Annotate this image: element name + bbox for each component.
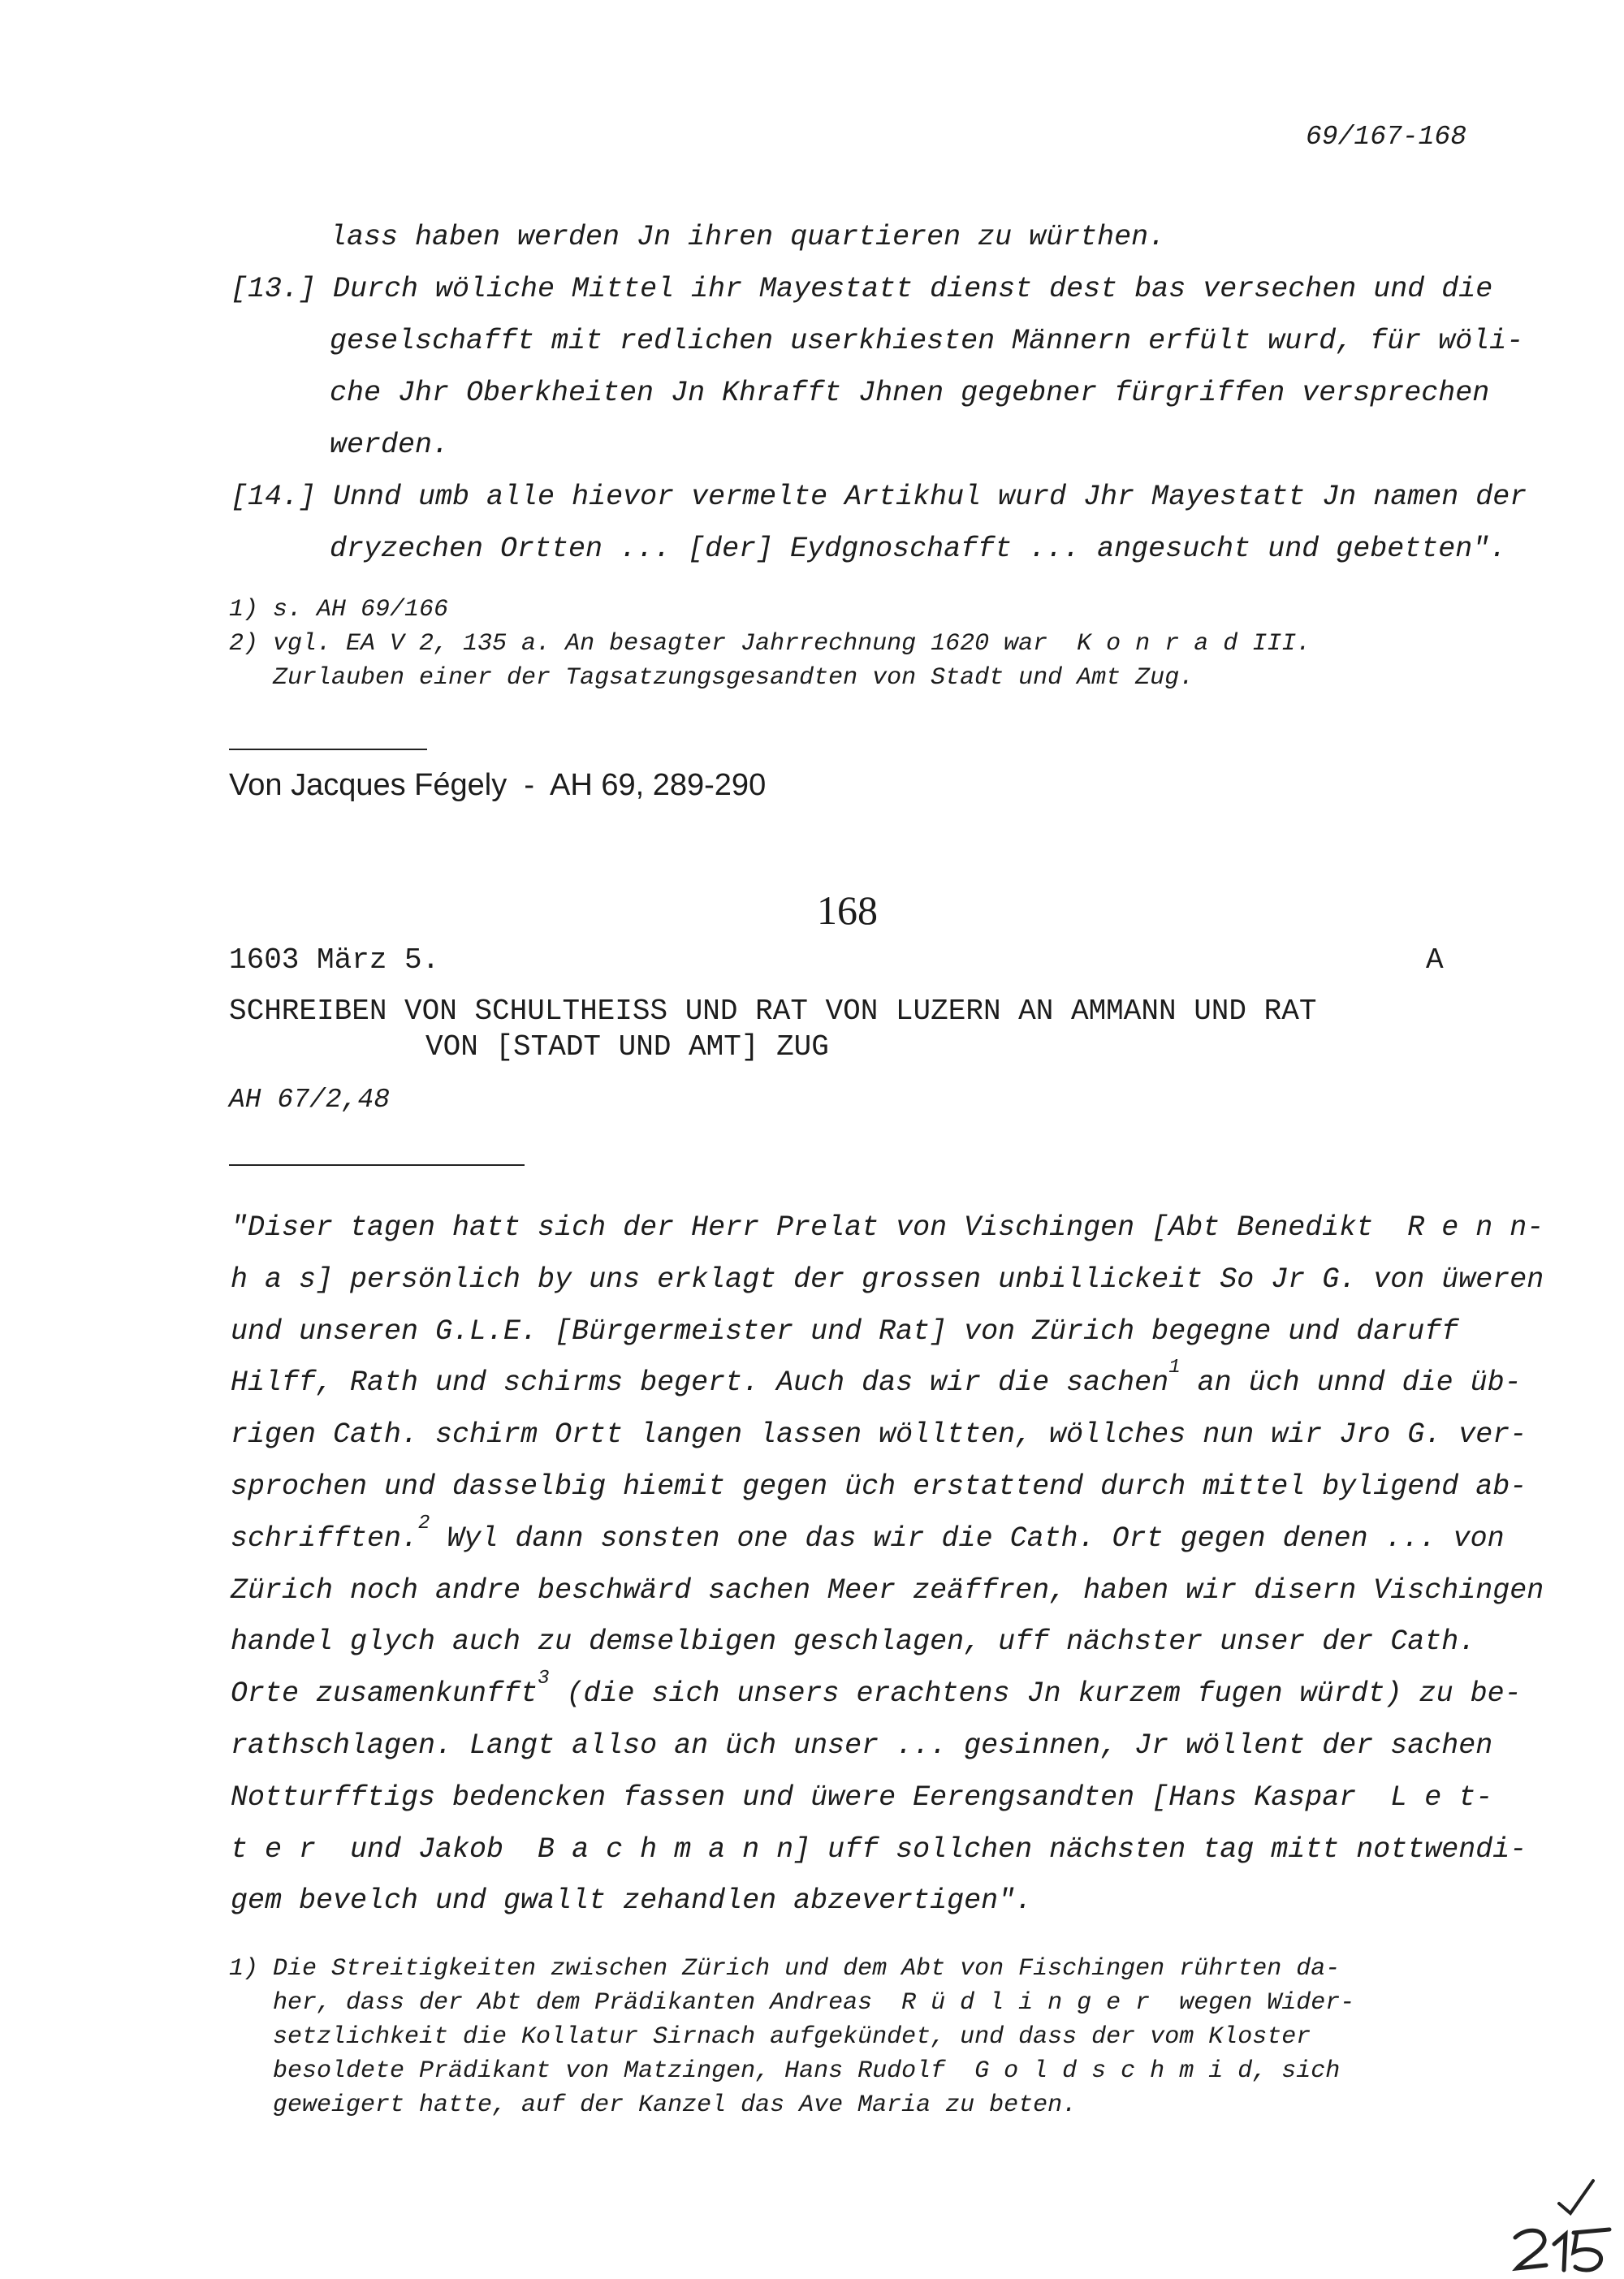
previous-text-line: che Jhr Oberkheiten Jn Khrafft Jhnen gegebner fürgriffen versprechen — [330, 377, 1490, 409]
body-text-line — [231, 1357, 1522, 1409]
handwritten-check-icon — [1543, 2176, 1600, 2216]
document-letter: A — [1426, 943, 1444, 977]
body-text-segment: Orte zusamenkunfft — [231, 1677, 538, 1711]
footnote-marker: 1 — [1168, 1357, 1181, 1379]
footnote-marker: 2 — [418, 1512, 430, 1534]
document-number: 168 — [817, 887, 878, 933]
document-footnote-line: geweigert hatte, auf der Kanzel das Ave Maria zu beten. — [229, 2091, 1078, 2119]
body-text-segment: gem bevelch und gwallt zehandlen abzevertigen". — [231, 1884, 1033, 1918]
page-reference: 69/167-168 — [1306, 122, 1467, 152]
previous-footnote-1: 1) s. AH 69/166 — [229, 596, 449, 624]
body-text-segment: rathschlagen. Langt allso an üch unser ... gesinnen, Jr wöllent der sachen — [231, 1729, 1493, 1762]
previous-text-line: [13.] Durch wöliche Mittel ihr Mayestatt dienst dest bas versechen und die — [231, 273, 1493, 305]
body-text-line — [231, 1668, 1522, 1720]
body-text-segment: rigen Cath. schirm Ortt langen lassen wölltten, wöllches nun wir Jro G. ver- — [231, 1418, 1527, 1452]
separator-rule-1 — [229, 749, 427, 750]
previous-text-line: [14.] Unnd umb alle hievor vermelte Artikhul wurd Jhr Mayestatt Jn namen der — [231, 481, 1527, 513]
body-text-line — [231, 1513, 1505, 1565]
previous-text-line: dryzechen Ortten ... [der] Eydgnoschafft ... angesucht und gebetten". — [330, 533, 1507, 565]
body-text-segment: "Diser tagen hatt sich der Herr Prelat von Vischingen [Abt Benedikt R e n n- — [231, 1211, 1544, 1244]
previous-text-line: lass haben werden Jn ihren quartieren zu würthen. — [330, 221, 1166, 253]
document-heading-line-2: VON [STADT UND AMT] ZUG — [425, 1030, 829, 1064]
document-heading-line-1: SCHREIBEN VON SCHULTHEISS UND RAT VON LUZERN AN AMMANN UND RAT — [229, 995, 1317, 1028]
body-text-segment: schrifften. — [231, 1521, 419, 1555]
body-text-line — [231, 1565, 1544, 1616]
body-text-segment: und unseren G.L.E. [Bürgermeister und Rat] von Zürich begegne und daruff — [231, 1314, 1459, 1348]
separator-rule-2 — [229, 1164, 525, 1166]
archive-reference: AH 67/2,48 — [229, 1085, 391, 1115]
body-text-segment: t e r und Jakob B a c h m a n n] uff sollchen nächsten tag mitt nottwendi- — [231, 1832, 1527, 1866]
body-text-line — [231, 1202, 1544, 1254]
body-text-line — [231, 1254, 1544, 1306]
body-text-line — [231, 1461, 1527, 1513]
body-text-line — [231, 1306, 1458, 1357]
body-text-line — [231, 1875, 1032, 1927]
body-text-segment: (die sich unsers erachtens Jn kurzem fugen würdt) zu be- — [549, 1677, 1522, 1711]
body-text-line — [231, 1824, 1527, 1875]
body-text-segment: sprochen und dasselbig hiemit gegen üch erstattend durch mittel byligend ab- — [231, 1470, 1527, 1503]
body-text-segment: an üch unnd die üb- — [1180, 1366, 1522, 1400]
body-text-segment: Hilff, Rath und schirms begert. Auch das wir die sachen — [231, 1366, 1169, 1400]
previous-footnote-2: 2) vgl. EA V 2, 135 a. An besagter Jahrrechnung 1620 war K o n r a d III. — [229, 630, 1311, 658]
previous-text-line: werden. — [330, 429, 450, 461]
body-text-segment: handel glych auch zu demselbigen geschlagen, uff nächster unser der Cath. — [231, 1625, 1476, 1659]
body-text-line — [231, 1616, 1475, 1668]
provenance-note: Von Jacques Fégely - AH 69, 289-290 — [229, 768, 767, 802]
document-footnote-line: 1) Die Streitigkeiten zwischen Zürich und dem Abt von Fischingen rührten da- — [229, 1955, 1341, 1983]
body-text-line — [231, 1720, 1492, 1772]
document-date: 1603 März 5. — [229, 943, 440, 977]
document-footnote-line: setzlichkeit die Kollatur Sirnach aufgekündet, und dass der vom Kloster — [229, 2023, 1311, 2051]
body-text-segment: h a s] persönlich by uns erklagt der grossen unbillickeit So Jr G. von üweren — [231, 1263, 1544, 1296]
footnote-marker: 3 — [538, 1668, 550, 1690]
body-text-line — [231, 1772, 1492, 1824]
previous-text-line: geselschafft mit redlichen userkhiesten Männern erfült wurd, für wöli- — [330, 325, 1524, 357]
document-footnote-line: her, dass der Abt dem Prädikanten Andreas R ü d l i n g e r wegen Wider- — [229, 1989, 1355, 2017]
document-footnote-line: besoldete Prädikant von Matzingen, Hans Rudolf G o l d s c h m i d, sich — [229, 2057, 1341, 2085]
body-text-line — [231, 1409, 1527, 1461]
body-text-segment: Notturfftigs bedencken fassen und üwere Eerengsandten [Hans Kaspar L e t- — [231, 1780, 1493, 1814]
previous-footnote-3: Zurlauben einer der Tagsatzungsgesandten von Stadt und Amt Zug. — [229, 664, 1194, 692]
handwritten-page-number — [1509, 2220, 1622, 2277]
body-text-segment: Zürich noch andre beschwärd sachen Meer zeäffren, haben wir disern Vischingen — [231, 1573, 1544, 1607]
body-text-segment: Wyl dann sonsten one das wir die Cath. Ort gegen denen ... von — [430, 1521, 1505, 1555]
